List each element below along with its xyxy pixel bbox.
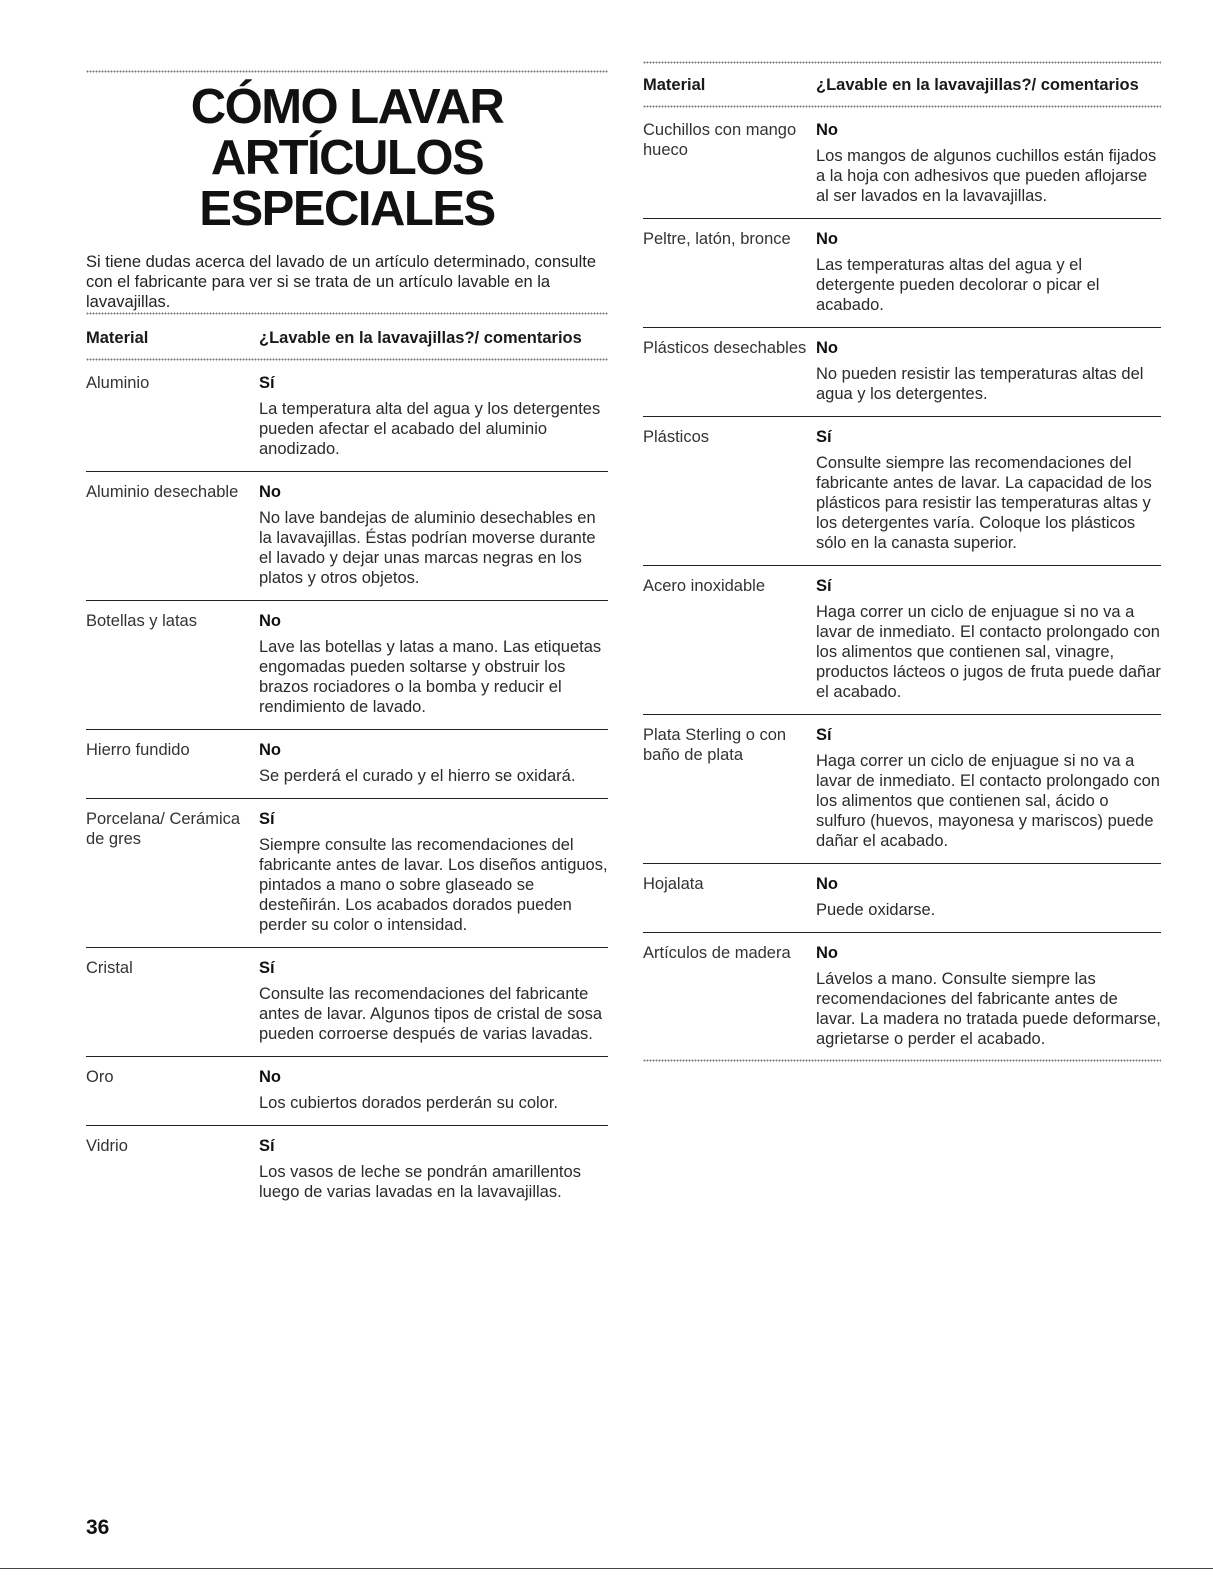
table-row xyxy=(643,109,1161,218)
material-cell: Vidrio xyxy=(86,1137,128,1155)
info-cell xyxy=(259,373,608,459)
material-cell: Aluminio xyxy=(86,374,150,392)
info-cell xyxy=(816,874,1161,920)
dishwasher-verdict: Sí xyxy=(259,810,275,828)
dishwasher-verdict: No xyxy=(259,741,281,759)
info-cell xyxy=(816,427,1161,553)
dishwasher-verdict: Sí xyxy=(259,374,275,392)
comment-text: La temperatura alta del agua y los detergentes pueden afectar el acabado del aluminio anodizado. xyxy=(259,400,601,458)
comment-text: No pueden resistir las temperaturas altas del agua y los detergentes. xyxy=(816,365,1144,403)
dishwasher-verdict: No xyxy=(259,612,281,630)
table-header xyxy=(643,65,1161,105)
material-cell: Hojalata xyxy=(643,875,704,893)
info-cell xyxy=(259,1067,608,1113)
info-cell xyxy=(816,943,1161,1049)
comment-text: Las temperaturas altas del agua y el detergente pueden decolorar o picar el acabado. xyxy=(816,256,1100,314)
table-row xyxy=(86,362,608,471)
table-row xyxy=(643,863,1161,932)
material-header: Material xyxy=(643,76,706,94)
material-cell: Hierro fundido xyxy=(86,741,190,759)
dishwasher-verdict: Sí xyxy=(259,959,275,977)
intro-paragraph: Si tiene dudas acerca del lavado de un artículo determinado, consulte con el fabricante para ver si se trata de un artículo lavable en la lavavajillas. xyxy=(86,253,596,311)
materials-table-left xyxy=(86,312,608,1214)
table-row xyxy=(86,600,608,729)
info-cell xyxy=(259,958,608,1044)
info-cell xyxy=(816,229,1161,315)
table-row xyxy=(643,565,1161,714)
dishwasher-verdict: Sí xyxy=(816,428,832,446)
table-body xyxy=(643,109,1161,1061)
info-cell xyxy=(816,576,1161,702)
title-line: ESPECIALES xyxy=(199,182,495,236)
info-cell xyxy=(816,725,1161,851)
comment-text: Lávelos a mano. Consulte siempre las recomendaciones del fabricante antes de lavar. La madera no tratada puede deformarse, agrietarse o perder el acabado. xyxy=(816,970,1161,1048)
dishwasher-verdict: Sí xyxy=(259,1137,275,1155)
table-row xyxy=(86,1125,608,1214)
material-cell: Plásticos xyxy=(643,428,710,446)
comment-text: Haga correr un ciclo de enjuague si no va a lavar de inmediato. El contacto prolongado con los alimentos que contienen sal, vinagre, productos lácteos o jugos de fruta puede dañar el acabado. xyxy=(816,603,1161,701)
info-cell xyxy=(259,482,608,588)
table-row xyxy=(86,471,608,600)
dishwasher-verdict: No xyxy=(259,483,281,501)
bottom-rule xyxy=(0,1568,1213,1569)
table-row xyxy=(86,729,608,798)
table-row xyxy=(86,1056,608,1125)
comment-text: Consulte siempre las recomendaciones del fabricante antes de lavar. La capacidad de los plásticos para resistir las temperaturas altas y los detergentes varía. Coloque los plásticos sólo en la canasta superior. xyxy=(816,454,1152,552)
material-cell: Cristal xyxy=(86,959,133,977)
material-cell: Botellas y latas xyxy=(86,612,197,630)
material-cell: Plásticos desechables xyxy=(643,339,807,357)
table-row xyxy=(643,714,1161,863)
comment-text: Los cubiertos dorados perderán su color. xyxy=(259,1094,559,1112)
table-row xyxy=(643,932,1161,1061)
material-header: Material xyxy=(86,329,149,347)
table-row xyxy=(86,798,608,947)
dishwasher-safe-header: ¿Lavable en la lavavajillas?/ comentarios xyxy=(816,76,1139,94)
comment-text: Se perderá el curado y el hierro se oxidará. xyxy=(259,767,576,785)
info-cell xyxy=(259,740,608,786)
material-cell: Oro xyxy=(86,1068,114,1086)
table-header xyxy=(86,316,608,358)
comment-text: Los vasos de leche se pondrán amarillentos luego de varias lavadas en la lavavajillas. xyxy=(259,1163,581,1201)
dishwasher-verdict: No xyxy=(259,1068,281,1086)
dishwasher-verdict: No xyxy=(816,121,838,139)
table-row xyxy=(643,218,1161,327)
material-cell: Acero inoxidable xyxy=(643,577,765,595)
comment-text: Siempre consulte las recomendaciones del fabricante antes de lavar. Los diseños antiguos, pintados a mano o sobre glaseado se desteñirán. Los acabados dorados pueden perder su color o intensidad. xyxy=(259,836,608,934)
comment-text: Puede oxidarse. xyxy=(816,901,936,919)
dishwasher-verdict: Sí xyxy=(816,577,832,595)
materials-table-right xyxy=(643,61,1161,1063)
dishwasher-safe-header: ¿Lavable en la lavavajillas?/ comentarios xyxy=(259,329,582,347)
comment-text: No lave bandejas de aluminio desechables en la lavavajillas. Éstas podrían moverse durante el lavado y dejar unas marcas negras en los platos y otros objetos. xyxy=(259,509,596,587)
table-row xyxy=(643,416,1161,565)
material-cell: Cuchillos con mango hueco xyxy=(643,121,797,159)
dishwasher-verdict: No xyxy=(816,875,838,893)
dotted-rule xyxy=(643,1059,1161,1063)
title-line: ARTÍCULOS xyxy=(210,131,484,185)
info-cell xyxy=(816,120,1161,206)
material-cell: Peltre, latón, bronce xyxy=(643,230,791,248)
material-cell: Aluminio desechable xyxy=(86,483,239,501)
dotted-rule xyxy=(86,70,608,74)
info-cell xyxy=(816,338,1161,404)
comment-text: Consulte las recomendaciones del fabricante antes de lavar. Algunos tipos de cristal de sosa pueden corroerse después de varias lavadas. xyxy=(259,985,603,1043)
table-row xyxy=(86,947,608,1056)
page-title xyxy=(86,82,608,235)
title-line: CÓMO LAVAR xyxy=(190,80,504,134)
info-cell xyxy=(259,809,608,935)
comment-text: Haga correr un ciclo de enjuague si no va a lavar de inmediato. El contacto prolongado con los alimentos que contienen sal, ácido o sulfuro (huevos, mayonesa y mariscos) puede dañar el acabado. xyxy=(816,752,1160,850)
dishwasher-verdict: No xyxy=(816,339,838,357)
page-number: 36 xyxy=(86,1516,110,1539)
material-cell: Porcelana/ Cerámica de gres xyxy=(86,810,241,848)
table-row xyxy=(643,327,1161,416)
comment-text: Los mangos de algunos cuchillos están fijados a la hoja con adhesivos que pueden aflojarse al ser lavados en la lavavajillas. xyxy=(816,147,1157,205)
dishwasher-verdict: No xyxy=(816,944,838,962)
table-body xyxy=(86,362,608,1214)
info-cell xyxy=(259,1136,608,1202)
material-cell: Artículos de madera xyxy=(643,944,791,962)
dishwasher-verdict: Sí xyxy=(816,726,832,744)
info-cell xyxy=(259,611,608,717)
comment-text: Lave las botellas y latas a mano. Las etiquetas engomadas pueden soltarse y obstruir los brazos rociadores o la bomba y reducir el rendimiento de lavado. xyxy=(259,638,602,716)
dishwasher-verdict: No xyxy=(816,230,838,248)
material-cell: Plata Sterling o con baño de plata xyxy=(643,726,787,764)
